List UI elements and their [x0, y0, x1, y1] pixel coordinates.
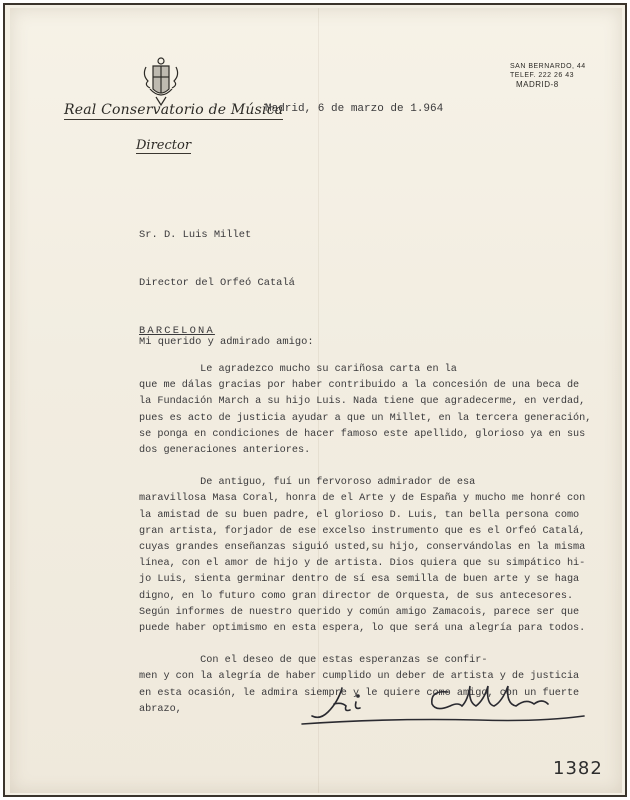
body-line: línea, con el amor de hijo y de artista. Dios quiera que su simpático hi- [139, 558, 586, 570]
body-line: la amistad de su buen padre, el glorioso D. Luis, tan bella persona como [139, 509, 580, 521]
recipient-city: BARCELONA [139, 325, 215, 337]
body-line: maravillosa Masa Coral, honra de el Arte y de España y mucho me honré con [139, 493, 586, 505]
handwritten-signature [298, 680, 588, 730]
coat-of-arms-icon [140, 55, 182, 107]
recipient-position: Director del Orfeó Catalá [139, 277, 295, 289]
archive-number: 1382 [553, 758, 603, 779]
body-line: se ponga en condiciones de hacer famoso este apellido, glorioso ya en sus [139, 428, 586, 440]
body-line: jo Luis, sienta germinar dentro de sí esa semilla de buen arte y se haga [139, 574, 580, 586]
body-line: men y con la alegría de haber cumplido un deber de artista y de justicia [139, 671, 580, 683]
body-line: digno, en lo futuro como gran director de Orquesta, de sus antecesores. [139, 590, 574, 602]
letterhead-institution: Real Conservatorio de Música [64, 102, 284, 118]
body-line: la Fundación March a su hijo Luis. Nada tiene que agradecerme, en verdad, [139, 396, 586, 408]
address-city: MADRID-8 [516, 80, 559, 89]
body-line: cuyas grandes enseñanzas siguió usted,su hijo, conservándolas en la misma [139, 542, 586, 554]
body-line: Según informes de nuestro querido y común amigo Zamacois, parece ser que [139, 606, 580, 618]
body-line: Le agradezco mucho su cariñosa carta en la [139, 364, 457, 375]
body-line: abrazo, [139, 703, 182, 715]
salutation: Mi querido y admirado amigo: [139, 336, 314, 348]
body-line: De antiguo, fuí un fervoroso admirador de esa [139, 477, 476, 489]
address-street: SAN BERNARDO, 44 [510, 63, 586, 70]
body-line: que me dálas gracias por haber contribuido a la concesión de una beca de [139, 380, 580, 392]
body-line: Con el deseo de que estas esperanzas se confir- [139, 655, 488, 667]
paragraph-1 [139, 362, 594, 459]
body-line: en esta ocasión, le admira siempre y le quiere como amigo, con un fuerte [139, 687, 580, 699]
recipient-name: Sr. D. Luis Millet [139, 229, 252, 241]
body-line: puede haber optimismo en esta espera, lo que será una alegría para todos. [139, 623, 586, 635]
paragraph-gap [139, 637, 594, 653]
letterhead-address [510, 62, 586, 89]
address-phone: TELEF. 222 26 43 [510, 72, 575, 79]
recipient-block [139, 195, 295, 355]
body-line: gran artista, forjador de ese excelso instrumento que es el Orfeó Catalá, [139, 525, 586, 537]
paragraph-gap [139, 459, 594, 475]
letter-body [139, 362, 594, 718]
paragraph-2 [139, 475, 594, 637]
body-line: dos generaciones anteriores. [139, 445, 311, 457]
body-line: pues es acto de justicia ayudar a que un Millet, en la tercera generación, [139, 412, 592, 424]
letter-date: Madrid, 6 de marzo de 1.964 [265, 103, 444, 115]
letterhead-director-title: Director [136, 138, 192, 153]
